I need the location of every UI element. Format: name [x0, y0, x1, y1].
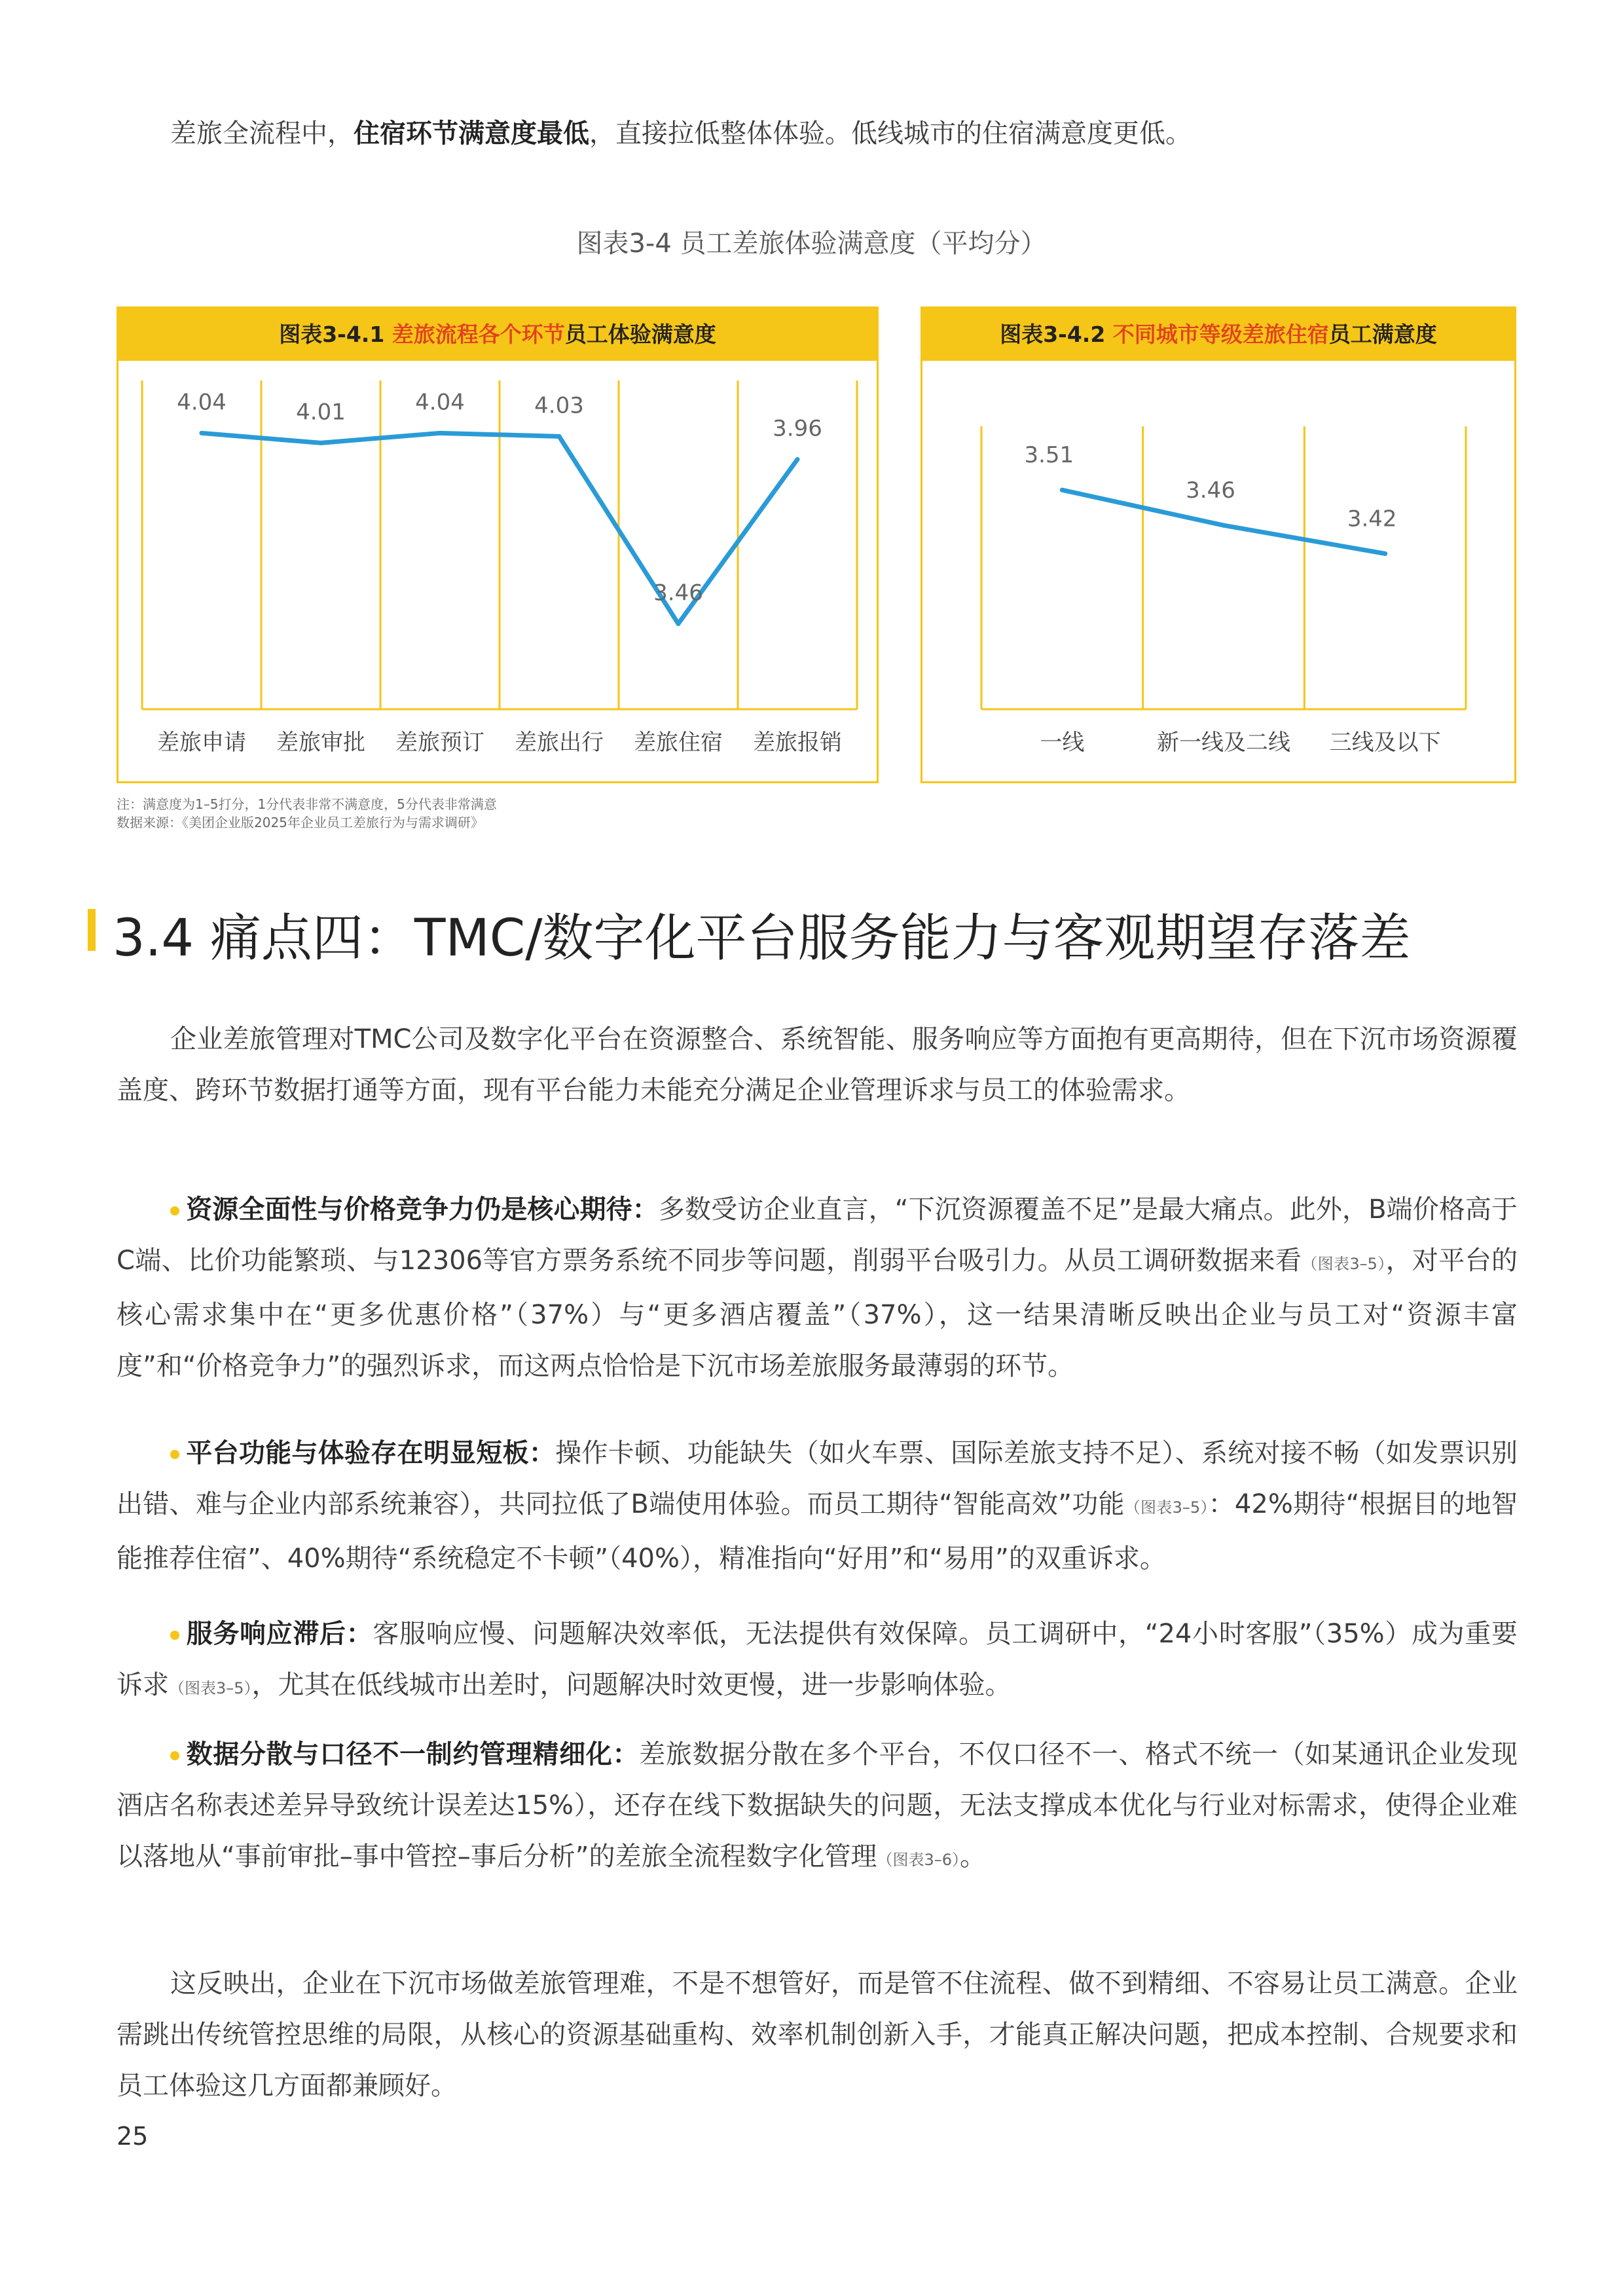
- chart-panel-1-header: [119, 308, 877, 361]
- data-label: 3.51: [1024, 442, 1074, 469]
- data-point: [200, 431, 204, 435]
- x-tick-label: 差旅住宿: [634, 730, 723, 756]
- x-tick-label: 差旅预订: [395, 730, 484, 756]
- x-tick-label: 新一线及二线: [1157, 730, 1290, 756]
- panel1-head-highlight: 差旅流程各个环节: [392, 322, 565, 347]
- data-point: [438, 431, 443, 435]
- chart-panel-1: [117, 306, 879, 783]
- paragraph-intro: 企业差旅管理对TMC公司及数字化平台在资源整合、系统智能、服务响应等方面抱有更高期待，但在下沉市场资源覆盖度、跨环节数据打通等方面，现有平台能力未能充分满足企业管理诉求与员工的体验需求。: [117, 1024, 1518, 1105]
- x-tick-label: 一线: [1040, 730, 1085, 756]
- intro-prefix: 差旅全流程中，: [170, 119, 354, 149]
- x-tick-label: 差旅审批: [276, 730, 365, 756]
- figure-title: 图表3-4 员工差旅体验满意度（平均分）: [576, 229, 1047, 259]
- section-title: 3.4 痛点四：TMC/数字化平台服务能力与客观期望存落差: [113, 909, 1411, 968]
- bullet-resources: [117, 1184, 1518, 1392]
- intro-suffix: ，直接拉低整体体验。低线城市的住宿满意度更低。: [589, 119, 1192, 149]
- panel2-head-highlight: 不同城市等级差旅住宿: [1112, 322, 1329, 347]
- panel1-head-prefix: 图表3-4.1: [279, 322, 392, 347]
- bullet-data: [117, 1729, 1518, 1885]
- note-line: 注：满意度为1–5打分，1分代表非常不满意度，5分代表非常满意: [117, 796, 497, 812]
- bullet-text: 客服响应慢、问题解决效率低，无法提供有效保障。员工调研中，“24小时客服”（35%）成为重要诉求: [117, 1619, 1518, 1700]
- bullet-dot: [170, 1751, 179, 1760]
- bullet-text: ：42%期待“根据目的地智能推荐住宿”、40%期待“系统稳定不卡顿”（40%），精准指向“好用”和“易用”的双重诉求。: [117, 1489, 1518, 1574]
- panel1-head-suffix: 员工体验满意度: [564, 322, 716, 347]
- bullet-text: ，尤其在低线城市出差时，问题解决时效更慢，进一步影响体验。: [251, 1670, 1012, 1700]
- data-label: 3.96: [773, 415, 822, 442]
- bullet-service: [117, 1608, 1518, 1714]
- data-label: 4.04: [177, 389, 227, 416]
- intro-sentence: [170, 113, 1192, 150]
- x-tick-label: 差旅报销: [753, 730, 842, 756]
- bullet-dot: [170, 1206, 179, 1215]
- bullet-heading: 数据分散与口径不一制约管理精细化：: [186, 1739, 640, 1769]
- bullet-text: 。: [960, 1842, 986, 1872]
- bullet-text: 操作卡顿、功能缺失（如火车票、国际差旅支持不足）、系统对接不畅（如发票识别出错、难与企业内部系统兼容），共同拉低了B端使用体验。而员工期待“智能高效”功能: [117, 1438, 1518, 1519]
- line-chart-1: [119, 361, 877, 781]
- figure-reference: （图表3–6）: [877, 1851, 960, 1869]
- intro-bold: 住宿环节满意度最低: [354, 119, 589, 149]
- section-accent-bar: [88, 909, 96, 951]
- data-label: 4.03: [534, 392, 584, 419]
- source-line: 数据来源：《美团企业版2025年企业员工差旅行为与需求调研》: [117, 815, 484, 830]
- data-label: 3.42: [1347, 506, 1397, 532]
- data-point: [319, 441, 323, 445]
- data-point: [795, 457, 800, 462]
- bullet-heading: 资源全面性与价格竞争力仍是核心期待：: [186, 1194, 659, 1225]
- data-point: [676, 621, 681, 626]
- chart-panel-2-header: [922, 308, 1514, 361]
- bullet-text: 差旅数据分散在多个平台，不仅口径不一、格式不统一（如某通讯企业发现酒店名称表述差异导致统计误差达15%），还存在线下数据缺失的问题，无法支撑成本优化与行业对标需求，使得企业难以落地从“事前审批–事中管控–事后分析”的差旅全流程数字化管理: [117, 1739, 1518, 1872]
- figure-reference: （图表3–5）: [169, 1679, 252, 1697]
- bullet-dot: [170, 1450, 179, 1459]
- data-label: 4.01: [296, 399, 346, 426]
- figure-reference: （图表3–5）: [1124, 1498, 1209, 1517]
- bullet-heading: 服务响应滞后：: [186, 1619, 373, 1649]
- paragraph-conclusion: 这反映出，企业在下沉市场做差旅管理难，不是不想管好，而是管不住流程、做不到精细、不容易让员工满意。企业需跳出传统管控思维的局限，从核心的资源基础重构、效率机制创新入手，才能真正解决问题，把成本控制、合规要求和员工体验这几方面都兼顾好。: [117, 1969, 1518, 2101]
- bullet-text: 多数受访企业直言，“下沉资源覆盖不足”是最大痛点。此外，B端价格高于C端、比价功能繁琐、与12306等官方票务系统不同步等问题，削弱平台吸引力。从员工调研数据来看: [117, 1194, 1518, 1276]
- x-tick-label: 三线及以下: [1329, 730, 1441, 756]
- bullet-platform: [117, 1428, 1518, 1584]
- x-tick-label: 差旅出行: [515, 730, 604, 756]
- data-label: 3.46: [653, 580, 703, 606]
- figure-reference: （图表3–5）: [1302, 1255, 1386, 1273]
- line-chart-2: [922, 361, 1514, 781]
- panel2-head-prefix: 图表3-4.2: [1000, 322, 1113, 347]
- x-tick-label: 差旅申请: [157, 730, 246, 756]
- bullet-dot: [170, 1631, 179, 1640]
- data-point: [1383, 551, 1387, 556]
- chart-panel-2: [921, 306, 1516, 783]
- data-point: [1060, 488, 1065, 492]
- chart-notes: [117, 795, 497, 832]
- data-point: [1222, 523, 1226, 528]
- data-label: 3.46: [1186, 477, 1235, 504]
- data-point: [557, 434, 562, 439]
- page-number: 25: [117, 2122, 149, 2151]
- bullet-text: ，对平台的核心需求集中在“更多优惠价格”（37%）与“更多酒店覆盖”（37%），这一结果清晰反映出企业与员工对“资源丰富度”和“价格竞争力”的强烈诉求，而这两点恰恰是下沉市场差旅服务最薄弱的环节。: [117, 1246, 1518, 1381]
- panel2-head-suffix: 员工满意度: [1328, 322, 1437, 347]
- data-label: 4.04: [415, 389, 465, 416]
- bullet-heading: 平台功能与体验存在明显短板：: [186, 1438, 556, 1468]
